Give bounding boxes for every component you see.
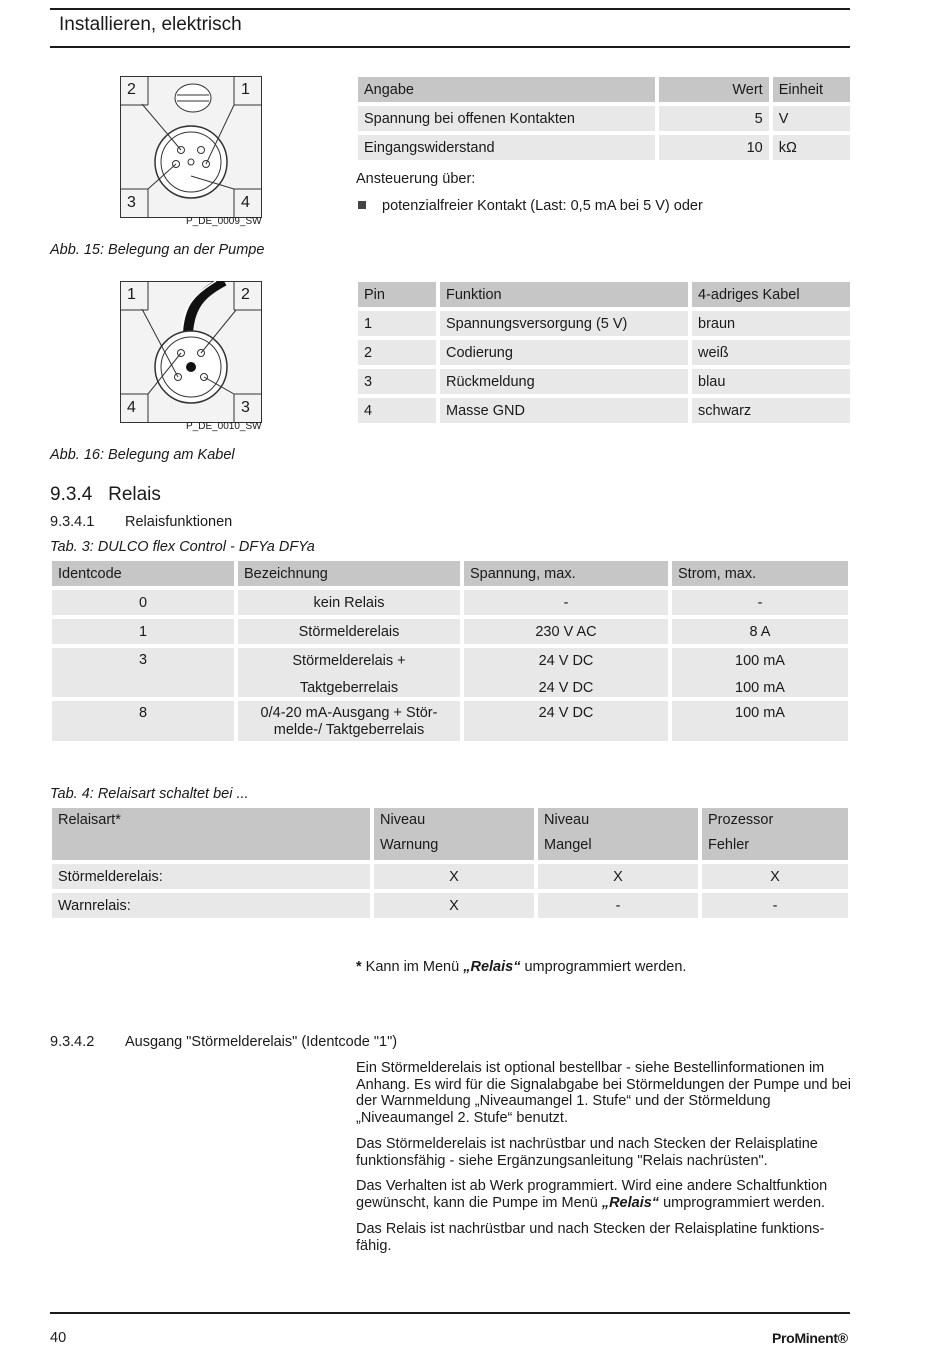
table-row bbox=[52, 648, 848, 697]
cell-line: 100 mA bbox=[735, 653, 785, 669]
figure-caption: Abb. 15: Belegung an der Pumpe bbox=[50, 242, 265, 258]
header-line: Fehler bbox=[708, 837, 750, 853]
table-header: Spannung, max. bbox=[464, 561, 668, 586]
paragraph: Das Störmelderelais ist nachrüstbar und nach Stecken der Relaisplatine funktionsfähig - siehe Ergänzungsanleitung "Relais nachrüsten". bbox=[356, 1136, 818, 1169]
table-header: Funktion bbox=[440, 282, 688, 307]
table-cell: V bbox=[773, 106, 850, 131]
table-header bbox=[538, 808, 698, 860]
table-cell: - bbox=[672, 590, 848, 615]
table-row bbox=[52, 893, 848, 918]
pin-label: 1 bbox=[127, 286, 136, 303]
table-header: Einheit bbox=[773, 77, 850, 102]
table-header: Identcode bbox=[52, 561, 234, 586]
menu-reference: „Relais“ bbox=[463, 959, 521, 975]
pin-label: 3 bbox=[241, 399, 250, 416]
table-cell bbox=[672, 648, 848, 697]
pin-label: 3 bbox=[127, 194, 136, 211]
table-cell: braun bbox=[692, 311, 850, 336]
header-line: Prozessor bbox=[708, 812, 774, 828]
table-cell: 10 bbox=[659, 135, 769, 160]
table-cell: X bbox=[702, 864, 848, 889]
subsection-number: 9.3.4.1 bbox=[50, 514, 95, 530]
pin-assignment-table bbox=[354, 278, 854, 427]
paragraph-text: Das Verhalten ist ab Werk programmiert. Wird eine andere Schaltfunktion gewünscht, kann die Pumpe im Menü bbox=[356, 1178, 828, 1211]
table-cell: 24 V DC bbox=[464, 701, 668, 741]
table-cell: - bbox=[464, 590, 668, 615]
header-bottom-rule bbox=[50, 46, 850, 48]
bullet-text: potenzialfreier Kontakt (Last: 0,5 mA bei 5 V) oder bbox=[382, 198, 703, 214]
table-cell: 1 bbox=[52, 619, 234, 644]
table-header: 4-adriges Kabel bbox=[692, 282, 850, 307]
table-header bbox=[374, 808, 534, 860]
subsection-title: Ausgang "Störmelderelais" (Identcode "1") bbox=[125, 1034, 398, 1050]
footer-rule bbox=[50, 1312, 850, 1314]
table-row bbox=[52, 701, 848, 741]
footnote-text: umprogrammiert werden. bbox=[520, 959, 687, 975]
input-spec-table bbox=[354, 73, 854, 164]
table-cell: weiß bbox=[692, 340, 850, 365]
pin-label: 1 bbox=[241, 81, 250, 98]
cell-line: 24 V DC bbox=[538, 680, 594, 696]
table-cell: 8 A bbox=[672, 619, 848, 644]
table-cell bbox=[238, 648, 460, 697]
brand-logo: ProMinent® bbox=[772, 1330, 848, 1346]
footnote-star: * bbox=[356, 959, 362, 975]
pin-label: 2 bbox=[241, 286, 250, 303]
table-cell: Codierung bbox=[440, 340, 688, 365]
table-row bbox=[52, 590, 848, 615]
cell-line: 0/4-20 mA-Ausgang + Stör- bbox=[260, 705, 438, 721]
bullet-item bbox=[358, 198, 703, 214]
footnote bbox=[356, 959, 686, 975]
table-cell: X bbox=[538, 864, 698, 889]
table-cell: 1 bbox=[358, 311, 436, 336]
subsection-number: 9.3.4.2 bbox=[50, 1034, 95, 1050]
pin-label: 4 bbox=[241, 194, 250, 211]
table-cell: 100 mA bbox=[672, 701, 848, 741]
table-cell: 0 bbox=[52, 590, 234, 615]
pump-connector-diagram bbox=[120, 76, 262, 218]
table-cell: 3 bbox=[52, 648, 234, 697]
table-cell: Masse GND bbox=[440, 398, 688, 423]
table-header: Pin bbox=[358, 282, 436, 307]
table-header bbox=[702, 808, 848, 860]
table-cell: kein Relais bbox=[238, 590, 460, 615]
table-caption: Tab. 3: DULCO flex Control - DFYa DFYa bbox=[50, 539, 315, 555]
table-cell: 4 bbox=[358, 398, 436, 423]
page-number: 40 bbox=[50, 1330, 67, 1346]
figure-code: P_DE_0009_SW bbox=[186, 216, 262, 227]
table-cell: Eingangswiderstand bbox=[358, 135, 655, 160]
section-heading bbox=[50, 484, 161, 506]
cell-line: Störmelderelais + bbox=[292, 653, 406, 669]
pin-label: 4 bbox=[127, 399, 136, 416]
header-line: Niveau bbox=[380, 812, 426, 828]
table-cell: - bbox=[702, 893, 848, 918]
table-cell: schwarz bbox=[692, 398, 850, 423]
table-header: Angabe bbox=[358, 77, 655, 102]
bullet-square-icon bbox=[358, 201, 366, 209]
cell-line: melde-/ Taktgeberrelais bbox=[273, 722, 425, 738]
footnote-text: Kann im Menü bbox=[361, 959, 464, 975]
cell-line: 24 V DC bbox=[538, 653, 594, 669]
table-cell bbox=[464, 648, 668, 697]
table-header: Bezeichnung bbox=[238, 561, 460, 586]
table-header: Relaisart* bbox=[52, 808, 370, 860]
cell-line: Taktgeberrelais bbox=[299, 680, 399, 696]
subsection-title: Relaisfunktionen bbox=[125, 514, 233, 530]
table-cell bbox=[238, 701, 460, 741]
paragraph: Das Relais ist nachrüstbar und nach Stecken der Relaisplatine funktions-fähig. bbox=[356, 1221, 825, 1254]
table-caption: Tab. 4: Relaisart schaltet bei ... bbox=[50, 786, 249, 802]
figure-code: P_DE_0010_SW bbox=[186, 421, 262, 432]
table-cell: kΩ bbox=[773, 135, 850, 160]
table-cell: Störmelderelais: bbox=[52, 864, 370, 889]
table-cell: blau bbox=[692, 369, 850, 394]
page-title: Installieren, elektrisch bbox=[59, 14, 242, 35]
table-row bbox=[52, 619, 848, 644]
table-cell: Spannung bei offenen Kontakten bbox=[358, 106, 655, 131]
table-cell: X bbox=[374, 864, 534, 889]
table-row bbox=[52, 864, 848, 889]
header-top-rule bbox=[50, 8, 850, 10]
section-title: Relais bbox=[108, 484, 161, 505]
table-cell: Spannungsversorgung (5 V) bbox=[440, 311, 688, 336]
table-cell: Warnrelais: bbox=[52, 893, 370, 918]
header-line: Warnung bbox=[380, 837, 439, 853]
control-label: Ansteuerung über: bbox=[356, 171, 476, 187]
table-cell: 3 bbox=[358, 369, 436, 394]
paragraph: Ein Störmelderelais ist optional bestellbar - siehe Bestellinformationen im Anhang. Es wird für die Signalabgabe bei Störmeldungen der Pumpe und bei der Warnmeldung „Niveaumangel 1. Stufe“ und der Störmeldung „Niveaumangel 2. Stufe“ benutzt. bbox=[356, 1060, 851, 1126]
table-cell: 230 V AC bbox=[464, 619, 668, 644]
menu-reference: „Relais“ bbox=[601, 1194, 660, 1211]
table-header: Strom, max. bbox=[672, 561, 848, 586]
relay-function-table bbox=[48, 557, 852, 745]
relay-type-table bbox=[48, 804, 852, 922]
header-line: Niveau bbox=[544, 812, 590, 828]
table-cell: 5 bbox=[659, 106, 769, 131]
paragraph bbox=[356, 1178, 851, 1211]
figure-caption: Abb. 16: Belegung am Kabel bbox=[50, 447, 235, 463]
section-number: 9.3.4 bbox=[50, 484, 93, 505]
paragraph-text: umprogrammiert werden. bbox=[659, 1194, 826, 1211]
table-cell: Störmelderelais bbox=[238, 619, 460, 644]
table-cell: - bbox=[538, 893, 698, 918]
header-line: Mangel bbox=[544, 837, 592, 853]
table-cell: Rückmeldung bbox=[440, 369, 688, 394]
table-header: Wert bbox=[659, 77, 769, 102]
table-cell: 8 bbox=[52, 701, 234, 741]
cable-connector-diagram bbox=[120, 281, 262, 423]
pin-label: 2 bbox=[127, 81, 136, 98]
table-cell: X bbox=[374, 893, 534, 918]
table-cell: 2 bbox=[358, 340, 436, 365]
cell-line: 100 mA bbox=[735, 680, 785, 696]
